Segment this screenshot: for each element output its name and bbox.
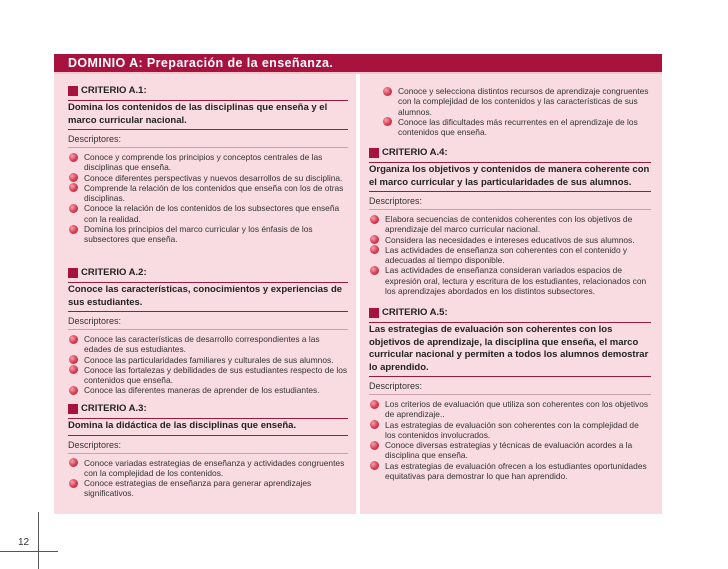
bullet-icon [370, 420, 379, 429]
bullet-icon [69, 335, 78, 344]
bullet-icon [69, 225, 78, 234]
criterion-marker-icon [68, 268, 78, 278]
continued-descriptors [382, 86, 652, 137]
descriptor-text: Conoce diferentes perspectivas y nuevos desarrollos de su disciplina. [84, 172, 343, 183]
bullet-icon [69, 479, 78, 488]
criterion-a2-label: CRITERIO A.2: [81, 267, 147, 278]
descriptor-item [369, 461, 651, 482]
descriptor-text: Conoce y selecciona distintos recursos de aprendizaje congruentes con la complejidad de los contenidos y las características de sus alumnos. [398, 86, 649, 117]
descriptor-item [68, 365, 348, 386]
domain-header-bar [54, 54, 662, 74]
descriptor-item [68, 224, 348, 245]
bullet-icon [69, 204, 78, 213]
descriptors-label: Descriptores: [68, 316, 348, 330]
descriptor-item [68, 458, 348, 479]
criterion-a3-title: Domina la didáctica de las disciplinas que enseña. [68, 418, 348, 436]
criterion-a2 [68, 268, 348, 396]
bullet-icon [370, 400, 379, 409]
descriptors-label: Descriptores: [369, 381, 651, 395]
descriptor-text: Elabora secuencias de contenidos coherentes con los objetivos de aprendizaje del marco curricular nacional. [385, 214, 633, 235]
descriptor-text: Las actividades de enseñanza son coherentes con el contenido y adecuadas al tiempo disponible. [385, 244, 628, 266]
descriptors-label: Descriptores: [68, 440, 348, 454]
descriptor-item [369, 235, 651, 245]
page-number: 12 [18, 537, 30, 548]
descriptor-item [68, 355, 348, 365]
descriptor-item [68, 173, 348, 183]
bullet-icon [370, 245, 379, 254]
descriptor-item [369, 245, 651, 266]
descriptor-item [382, 117, 652, 138]
bullet-icon [370, 461, 379, 470]
descriptor-item [68, 203, 348, 224]
criterion-a5 [369, 308, 651, 481]
descriptors-label: Descriptores: [68, 134, 348, 148]
descriptor-item [369, 440, 651, 461]
descriptor-text: Domina los principios del marco curricular y los énfasis de los subsectores que enseña. [84, 224, 313, 245]
descriptor-text: Los criterios de evaluación que utiliza son coherentes con los objetivos de aprendizaje.. [385, 399, 649, 420]
bullet-icon [383, 117, 392, 126]
descriptor-text: Conoce diversas estrategias y técnicas de evaluación acordes a la disciplina que enseña. [385, 440, 633, 461]
criterion-a4-label: CRITERIO A.4: [382, 147, 448, 158]
descriptor-text: Comprende la relación de los contenidos que enseña con los de otras disciplinas. [84, 182, 344, 204]
bullet-icon [69, 458, 78, 467]
descriptor-text: Conoce las particularidades familiares y culturales de sus alumnos. [84, 354, 334, 365]
descriptor-text: Conoce variadas estrategias de enseñanza y actividades congruentes con la complejidad de los contenidos. [84, 457, 345, 478]
criterion-a1 [68, 86, 348, 245]
descriptors-label: Descriptores: [369, 196, 651, 210]
descriptor-text: Conoce las fortalezas y debilidades de sus estudiantes respecto de los contenidos que enseña. [84, 364, 348, 386]
criterion-a1-title: Domina los contenidos de las disciplinas que enseña y el marco curricular nacional. [68, 100, 348, 130]
bullet-icon [370, 215, 379, 224]
descriptor-text: Conoce las dificultades más recurrentes en el aprendizaje de los contenidos que enseña. [398, 116, 638, 138]
bullet-icon [69, 173, 78, 182]
domain-title: DOMINIO A: Preparación de la enseñanza. [68, 56, 334, 70]
descriptor-text: Las estrategias de evaluación son coherentes con la complejidad de los contenidos involucrados. [385, 419, 639, 440]
bullet-icon [69, 355, 78, 364]
descriptor-list-continued [382, 86, 652, 137]
bullet-icon [69, 365, 78, 374]
criterion-marker-icon [68, 86, 78, 96]
descriptor-item [382, 86, 652, 117]
descriptor-list-a5 [369, 399, 651, 481]
descriptor-text: Conoce estrategias de enseñanza para generar aprendizajes significativos. [84, 478, 312, 499]
descriptor-list-a4 [369, 214, 651, 296]
descriptor-text: Las estrategias de evaluación ofrecen a los estudiantes oportunidades equitativas para demostrar lo que han aprendido. [385, 460, 647, 482]
bullet-icon [69, 153, 78, 162]
criterion-a5-label: CRITERIO A.5: [382, 307, 448, 318]
bullet-icon [69, 386, 78, 395]
descriptor-text: Las actividades de enseñanza consideran variados espacios de expresión oral, lectura y escritura de los estudiantes, relacionados con los aprendizajes abordados en los distintos subsectores. [385, 265, 647, 297]
bullet-icon [370, 441, 379, 450]
descriptor-item [369, 214, 651, 235]
bullet-icon [383, 87, 392, 96]
descriptor-item [68, 385, 348, 395]
descriptor-item [68, 478, 348, 499]
criterion-a3-heading [68, 404, 348, 416]
descriptor-list-a3 [68, 458, 348, 499]
descriptor-list-a1 [68, 152, 348, 245]
descriptor-item [68, 183, 348, 204]
descriptor-item [369, 265, 651, 296]
criterion-a4-heading [369, 148, 651, 160]
descriptor-text: Conoce las diferentes maneras de aprender de los estudiantes. [84, 385, 320, 396]
criterion-marker-icon [369, 308, 379, 318]
criterion-a1-heading [68, 86, 348, 98]
criterion-a3 [68, 404, 348, 499]
criterion-a5-heading [369, 308, 651, 320]
crop-mark-horizontal [0, 551, 58, 552]
descriptor-item [68, 152, 348, 173]
criterion-a1-label: CRITERIO A.1: [81, 85, 147, 96]
criterion-marker-icon [68, 404, 78, 414]
descriptor-item [68, 334, 348, 355]
crop-mark-vertical [38, 512, 39, 569]
criterion-a5-title: Las estrategias de evaluación son coherentes con los objetivos de aprendizaje, la disciplina que enseña, el marco curricular nacional y permiten a todos los alumnos demostrar lo aprendido. [369, 322, 651, 377]
criterion-a2-heading [68, 268, 348, 280]
criterion-a3-label: CRITERIO A.3: [81, 403, 147, 414]
descriptor-text: Considera las necesidades e intereses educativos de sus alumnos. [385, 234, 635, 245]
descriptor-item [369, 399, 651, 420]
criterion-a4 [369, 148, 651, 296]
bullet-icon [370, 235, 379, 244]
criterion-marker-icon [369, 148, 379, 158]
criterion-a2-title: Conoce las características, conocimientos y experiencias de sus estudiantes. [68, 282, 348, 312]
criterion-a4-title: Organiza los objetivos y contenidos de manera coherente con el marco curricular y las particularidades de sus alumnos. [369, 162, 651, 192]
descriptor-text: Conoce y comprende los principios y conceptos centrales de las disciplinas que enseña. [84, 152, 323, 173]
descriptor-text: Conoce las características de desarrollo correspondientes a las edades de sus estudiantes. [84, 334, 320, 355]
descriptor-list-a2 [68, 334, 348, 396]
descriptor-text: Conoce la relación de los contenidos de los subsectores que enseña con la realidad. [84, 203, 340, 224]
bullet-icon [69, 183, 78, 192]
bullet-icon [370, 266, 379, 275]
descriptor-item [369, 420, 651, 441]
